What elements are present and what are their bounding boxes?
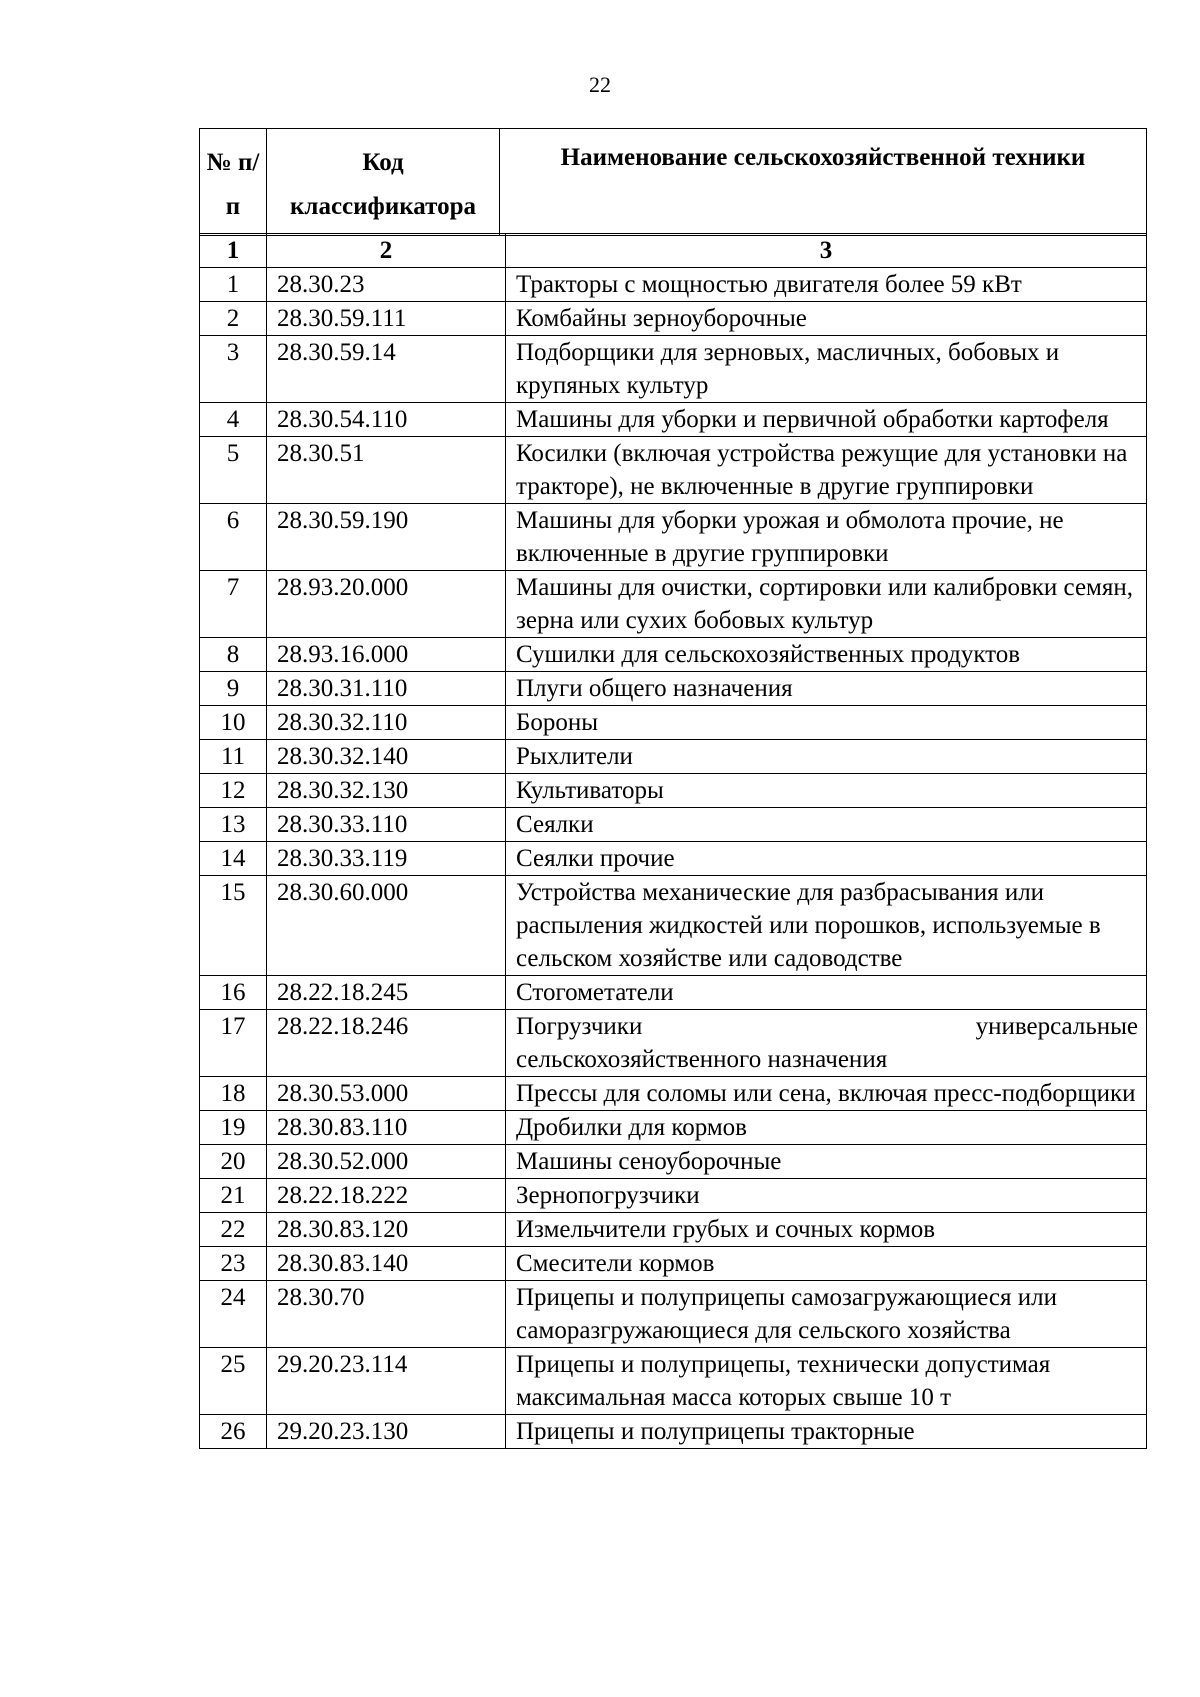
row-code: 28.93.16.000	[267, 638, 506, 672]
row-name: Комбайны зерноуборочные	[506, 302, 1147, 336]
row-code: 28.30.33.119	[267, 842, 506, 876]
row-code: 28.30.54.110	[267, 403, 506, 437]
column-number-1: 1	[200, 234, 267, 268]
row-name: Прицепы и полуприцепы тракторные	[506, 1415, 1147, 1449]
column-number-2: 2	[267, 234, 506, 268]
table-row	[200, 740, 1147, 774]
row-name: Машины сеноуборочные	[506, 1145, 1147, 1179]
row-number: 19	[200, 1111, 267, 1145]
row-number: 8	[200, 638, 267, 672]
row-name-part: Погрузчики	[516, 1013, 643, 1040]
row-code: 28.30.52.000	[267, 1145, 506, 1179]
table-row	[200, 1348, 1147, 1415]
row-number: 22	[200, 1213, 267, 1247]
column-number-3: 3	[506, 234, 1147, 268]
row-number: 2	[200, 302, 267, 336]
row-number: 20	[200, 1145, 267, 1179]
row-name-first-line	[516, 1010, 1138, 1043]
row-name-part: универсальные	[975, 1013, 1138, 1040]
table-row	[200, 638, 1147, 672]
row-number: 6	[200, 504, 267, 571]
row-code: 28.30.33.110	[267, 808, 506, 842]
row-code: 28.30.59.14	[267, 336, 506, 403]
row-number: 13	[200, 808, 267, 842]
row-name: Подборщики для зерновых, масличных, бобовых и крупяных культур	[506, 336, 1147, 403]
table-row	[200, 1179, 1147, 1213]
table-row	[200, 403, 1147, 437]
row-number: 16	[200, 976, 267, 1010]
table-row	[200, 672, 1147, 706]
row-number: 10	[200, 706, 267, 740]
row-number: 24	[200, 1281, 267, 1348]
equipment-table	[199, 233, 1147, 1449]
row-code: 29.20.23.114	[267, 1348, 506, 1415]
row-code: 28.22.18.245	[267, 976, 506, 1010]
table-row	[200, 1145, 1147, 1179]
table-row	[200, 1281, 1147, 1348]
row-code: 28.30.32.140	[267, 740, 506, 774]
row-code: 28.22.18.222	[267, 1179, 506, 1213]
row-code: 28.93.20.000	[267, 571, 506, 638]
row-number: 14	[200, 842, 267, 876]
row-number: 9	[200, 672, 267, 706]
row-name: Бороны	[506, 706, 1147, 740]
table-row	[200, 1010, 1147, 1077]
row-name: Прессы для соломы или сена, включая пресс-подборщики	[506, 1077, 1147, 1111]
row-name: Измельчители грубых и сочных кормов	[506, 1213, 1147, 1247]
row-name: Зернопогрузчики	[506, 1179, 1147, 1213]
row-name: Культиваторы	[506, 774, 1147, 808]
row-code: 28.30.53.000	[267, 1077, 506, 1111]
table-row	[200, 706, 1147, 740]
table-row	[200, 1247, 1147, 1281]
row-number: 3	[200, 336, 267, 403]
row-code: 28.30.31.110	[267, 672, 506, 706]
table-row	[200, 336, 1147, 403]
row-number: 26	[200, 1415, 267, 1449]
row-name: Косилки (включая устройства режущие для установки на тракторе), не включенные в другие группировки	[506, 437, 1147, 504]
table-row	[200, 302, 1147, 336]
row-number: 5	[200, 437, 267, 504]
row-code: 28.30.51	[267, 437, 506, 504]
row-code: 28.30.23	[267, 268, 506, 302]
row-code: 29.20.23.130	[267, 1415, 506, 1449]
row-name: Сеялки прочие	[506, 842, 1147, 876]
row-name: Прицепы и полуприцепы, технически допустимая максимальная масса которых свыше 10 т	[506, 1348, 1147, 1415]
row-number: 11	[200, 740, 267, 774]
row-name: Тракторы с мощностью двигателя более 59 кВт	[506, 268, 1147, 302]
row-name-continuation: сельскохозяйственного назначения	[516, 1046, 888, 1073]
page-number: 22	[589, 72, 611, 97]
row-name: Плуги общего назначения	[506, 672, 1147, 706]
header-number: № п/п	[200, 129, 267, 236]
table-row	[200, 268, 1147, 302]
table-row	[200, 1111, 1147, 1145]
header-name: Наименование сельскохозяйственной техники	[500, 129, 1147, 236]
column-number-row	[200, 234, 1147, 268]
row-number: 12	[200, 774, 267, 808]
table-row	[200, 1077, 1147, 1111]
table-row	[200, 808, 1147, 842]
row-name: Машины для уборки и первичной обработки картофеля	[506, 403, 1147, 437]
row-name: Сушилки для сельскохозяйственных продуктов	[506, 638, 1147, 672]
row-number: 15	[200, 876, 267, 976]
row-name: Смесители кормов	[506, 1247, 1147, 1281]
row-code: 28.30.32.110	[267, 706, 506, 740]
table-row	[200, 976, 1147, 1010]
header-code: Код классификатора	[267, 129, 500, 236]
table-row	[200, 504, 1147, 571]
row-code: 28.30.59.190	[267, 504, 506, 571]
row-number: 4	[200, 403, 267, 437]
row-number: 25	[200, 1348, 267, 1415]
header-row	[200, 129, 1147, 236]
row-name: Машины для очистки, сортировки или калибровки семян, зерна или сухих бобовых культур	[506, 571, 1147, 638]
row-code: 28.30.70	[267, 1281, 506, 1348]
table-row	[200, 842, 1147, 876]
row-code: 28.30.59.111	[267, 302, 506, 336]
table-row	[200, 571, 1147, 638]
row-name: Рыхлители	[506, 740, 1147, 774]
row-name: Стогометатели	[506, 976, 1147, 1010]
row-number: 17	[200, 1010, 267, 1077]
row-name: Устройства механические для разбрасывания или распыления жидкостей или порошков, используемые в сельском хозяйстве или садоводстве	[506, 876, 1147, 976]
row-code: 28.30.83.120	[267, 1213, 506, 1247]
row-code: 28.22.18.246	[267, 1010, 506, 1077]
table-row	[200, 774, 1147, 808]
row-name: Сеялки	[506, 808, 1147, 842]
row-name	[506, 1010, 1147, 1077]
table-header	[199, 128, 1147, 236]
table-row	[200, 1415, 1147, 1449]
table-row	[200, 1213, 1147, 1247]
row-code: 28.30.83.110	[267, 1111, 506, 1145]
row-number: 23	[200, 1247, 267, 1281]
row-number: 21	[200, 1179, 267, 1213]
table-body	[200, 234, 1147, 1449]
row-name: Прицепы и полуприцепы самозагружающиеся или саморазгружающиеся для сельского хозяйства	[506, 1281, 1147, 1348]
row-code: 28.30.83.140	[267, 1247, 506, 1281]
row-number: 1	[200, 268, 267, 302]
row-code: 28.30.60.000	[267, 876, 506, 976]
table-row	[200, 876, 1147, 976]
row-name: Дробилки для кормов	[506, 1111, 1147, 1145]
row-number: 7	[200, 571, 267, 638]
row-number: 18	[200, 1077, 267, 1111]
table-row	[200, 437, 1147, 504]
row-code: 28.30.32.130	[267, 774, 506, 808]
row-name: Машины для уборки урожая и обмолота прочие, не включенные в другие группировки	[506, 504, 1147, 571]
